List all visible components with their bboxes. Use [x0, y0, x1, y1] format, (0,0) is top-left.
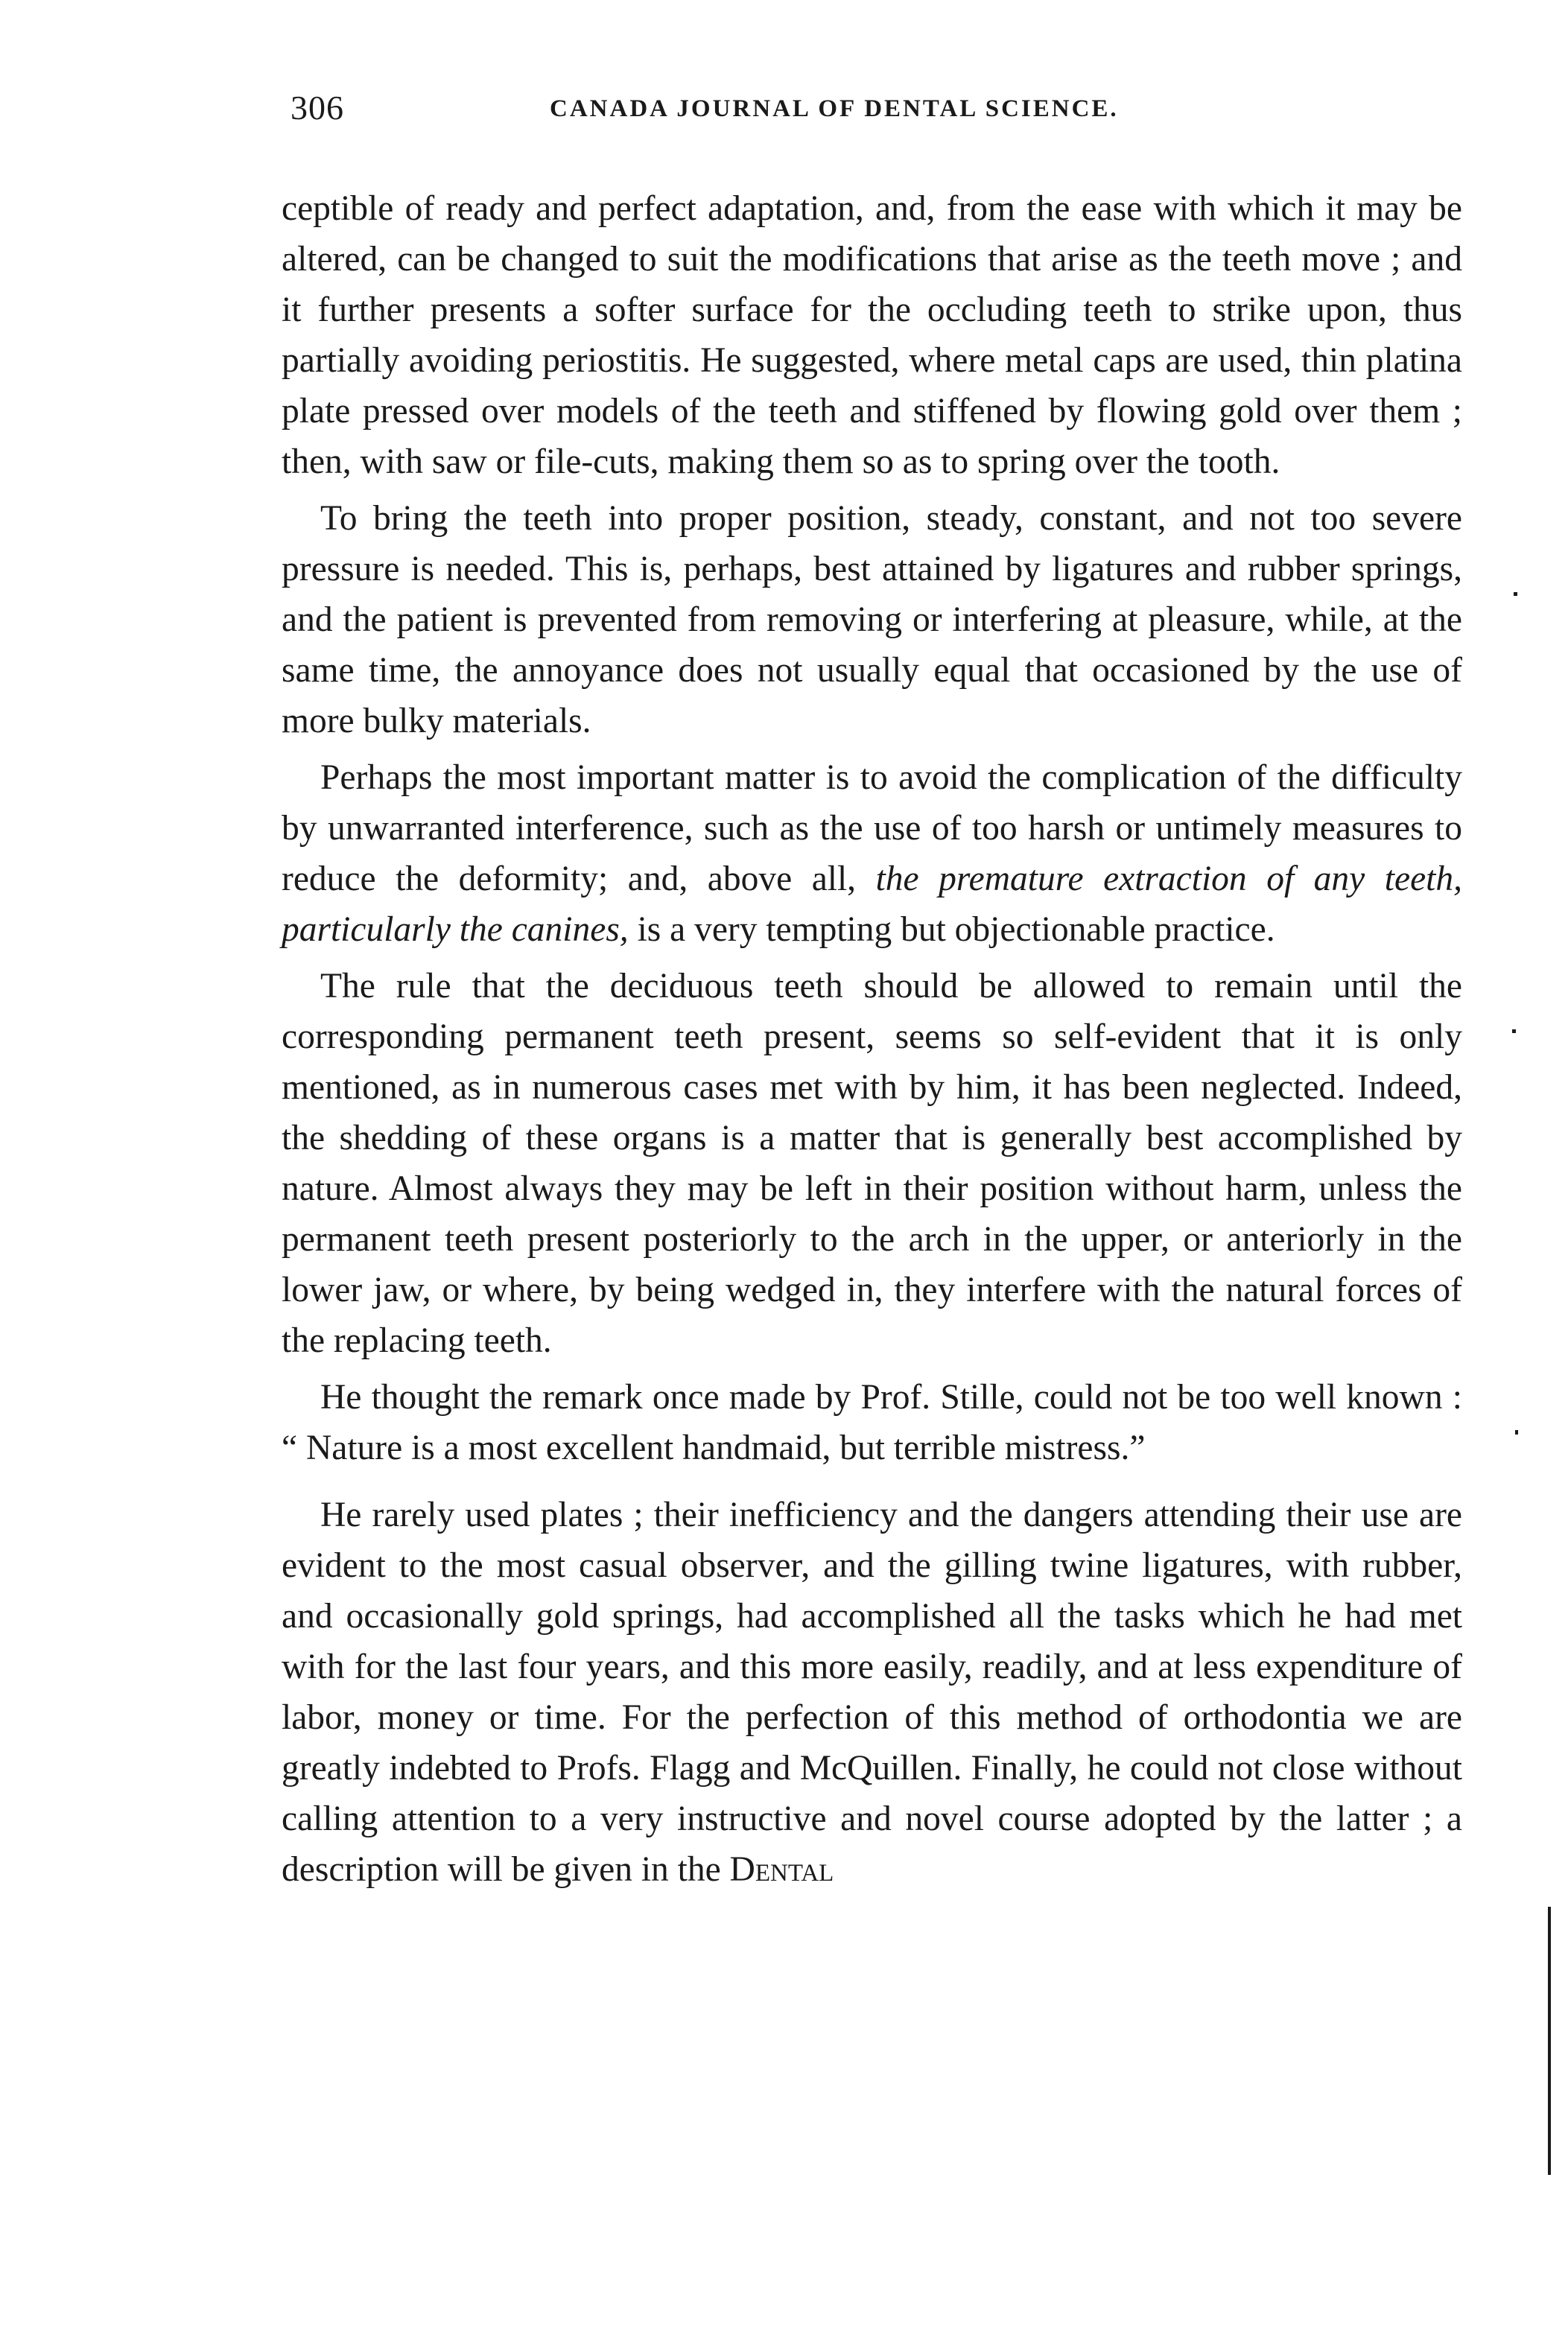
- paragraph-quotation: He thought the remark once made by Prof. Stille, could not be too well known : “ Nature is a most excellent handmaid, but terrible mistress.”: [282, 1378, 1462, 1467]
- margin-speck: [1515, 1430, 1518, 1435]
- running-head: [282, 88, 1462, 140]
- paragraph-text: Perhaps the most important matter is to avoid the complication of the difficulty by unwarranted interference, such as the use of too harsh or untimely measures to reduce the deformity; and, above all,: [282, 758, 1462, 898]
- paragraph-pressure: To bring the teeth into proper position, steady, constant, and not too severe pressure is needed. This is, perhaps, best attained by ligatures and rubber springs, and the patient is prevented from removing or interfering at pleasure, while, at the same time, the annoyance does not usually equal that occasioned by the use of more bulky materials.: [282, 499, 1462, 740]
- article-body: [282, 183, 1462, 1895]
- document-page: [282, 88, 1462, 1895]
- paragraph-text: He rarely used plates ; their inefficiency and the dangers attending their use are evident to the most casual observer, and the gilling twine ligatures, with rubber, and occasionally gold springs, had accomplished all the tasks which he had met with for the last four years, and this more easily, readily, and at less expenditure of labor, money or time. For the perfection of this method of orthodontia we are greatly indebted to Profs. Flagg and McQuillen. Finally, he could not close without calling attention to a very instructive and novel course adopted by the latter ; a description will be given in the: [282, 1496, 1462, 1889]
- margin-rule: [1548, 1907, 1551, 2175]
- margin-speck: [1514, 592, 1517, 596]
- paragraph-continued: ceptible of ready and perfect adaptation, and, from the ease with which it may be altered, can be changed to suit the modifications that arise as the teeth move ; and it further presents a softer surface for the occluding teeth to strike upon, thus partially avoiding periostitis. He suggested, where metal caps are used, thin platina plate pressed over models of the teeth and stiffened by flowing gold over them ; then, with saw or file-cuts, making them so as to spring over the tooth.: [282, 189, 1462, 481]
- paragraph-text: is a very tempting but objectionable practice.: [628, 910, 1275, 949]
- paragraph-deciduous-teeth: The rule that the deciduous teeth should be allowed to remain until the corresponding permanent teeth present, seems so self-evident that it is only mentioned, as in numerous cases met with by him, it has been neglected. Indeed, the shedding of these organs is a matter that is generally best accomplished by nature. Almost always they may be left in their position without harm, unless the permanent teeth present posteriorly to the arch in the upper, or anteriorly in the lower jaw, or where, by being wedged in, they interfere with the natural forces of the replacing teeth.: [282, 967, 1462, 1360]
- italic-emphasis: the premature extraction of any teeth, particularly the canines,: [282, 860, 1462, 949]
- page-number: 306: [291, 89, 344, 127]
- journal-title: CANADA JOURNAL OF DENTAL SCIENCE.: [550, 95, 1119, 122]
- paragraph-interference: [282, 752, 1462, 955]
- paragraph-plates: [282, 1490, 1462, 1895]
- margin-speck: [1512, 1029, 1516, 1033]
- small-caps-word: Dental: [729, 1850, 834, 1889]
